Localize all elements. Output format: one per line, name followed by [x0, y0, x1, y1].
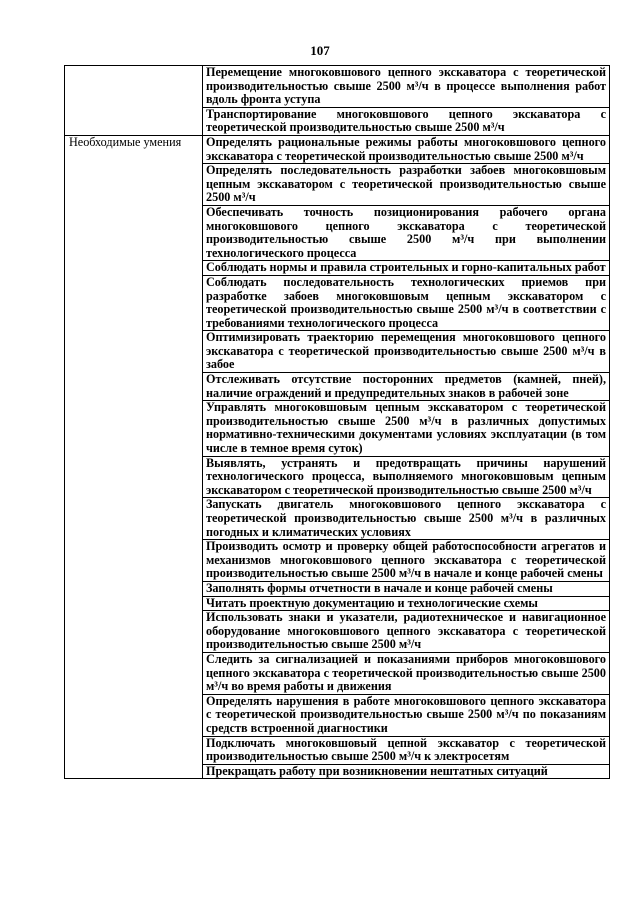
requirement-cell: Определять рациональные режимы работы многоковшового цепного экскаватора с теоретической производительностью свыше 2500 м³/ч [203, 135, 610, 163]
requirement-cell: Выявлять, устранять и предотвращать причины нарушений технологического процесса, выполняемого многоковшовым цепным экскаватором с теоретической производительностью свыше 2500 м³/ч [203, 456, 610, 498]
requirement-cell: Определять нарушения в работе многоковшового цепного экскаватора с теоретической производительностью свыше 2500 м³/ч по показаниям средств встроенной диагностики [203, 694, 610, 736]
page-number: 107 [310, 43, 330, 58]
requirement-cell: Прекращать работу при возникновении нештатных ситуаций [203, 764, 610, 779]
requirement-cell: Следить за сигнализацией и показаниями приборов многоковшового цепного экскаватора с теоретической производительностью свыше 2500 м³/ч во время работы и движения [203, 652, 610, 694]
requirement-cell: Соблюдать последовательность технологических приемов при разработке забоев многоковшовым цепным экскаватором с теоретической производительностью свыше 2500 м³/ч в соответствии с требованиями технологического процесса [203, 275, 610, 330]
section-label-cell: Необходимые умения [65, 135, 203, 778]
requirements-table [64, 65, 610, 779]
requirement-cell: Заполнять формы отчетности в начале и конце рабочей смены [203, 581, 610, 596]
requirement-cell: Читать проектную документацию и технологические схемы [203, 596, 610, 611]
requirement-cell: Отслеживать отсутствие посторонних предметов (камней, пней), наличие ограждений и предупредительных знаков в рабочей зоне [203, 373, 610, 401]
requirement-cell: Обеспечивать точность позиционирования рабочего органа многоковшового цепного экскаватора с теоретической производительностью свыше 2500 м³/ч при выполнении технологического процесса [203, 205, 610, 260]
requirement-cell: Определять последовательность разработки забоев многоковшовым цепным экскаватором с теоретической производительностью свыше 2500 м³/ч [203, 164, 610, 206]
requirement-cell: Подключать многоковшовый цепной экскаватор с теоретической производительностью свыше 2500 м³/ч к электросетям [203, 736, 610, 764]
requirement-cell: Транспортирование многоковшового цепного экскаватора с теоретической производительностью свыше 2500 м³/ч [203, 107, 610, 135]
table-row [65, 66, 610, 108]
requirement-cell: Соблюдать нормы и правила строительных и горно-капитальных работ [203, 261, 610, 276]
requirement-cell: Производить осмотр и проверку общей работоспособности агрегатов и механизмов многоковшового цепного экскаватора с теоретической производительностью свыше 2500 м³/ч в начале и конце рабочей смены [203, 540, 610, 582]
section-label-cell [65, 66, 203, 136]
requirement-cell: Перемещение многоковшового цепного экскаватора с теоретической производительностью свыше 2500 м³/ч в процессе выполнения работ вдоль фронта уступа [203, 66, 610, 108]
requirement-cell: Запускать двигатель многоковшового цепного экскаватора с теоретической производительностью свыше 2500 м³/ч в различных погодных и климатических условиях [203, 498, 610, 540]
requirement-cell: Использовать знаки и указатели, радиотехническое и навигационное оборудование многоковшового цепного экскаватора с теоретической производительностью свыше 2500 м³/ч [203, 611, 610, 653]
table-row [65, 135, 610, 163]
requirement-cell: Оптимизировать траекторию перемещения многоковшового цепного экскаватора с теоретической производительностью свыше 2500 м³/ч в забое [203, 331, 610, 373]
requirement-cell: Управлять многоковшовым цепным экскаватором с теоретической производительностью свыше 2500 м³/ч в различных допустимых нормативно-техническими документами условиях эксплуатации (в том числе в темное время суток) [203, 401, 610, 456]
table-body [65, 66, 610, 779]
